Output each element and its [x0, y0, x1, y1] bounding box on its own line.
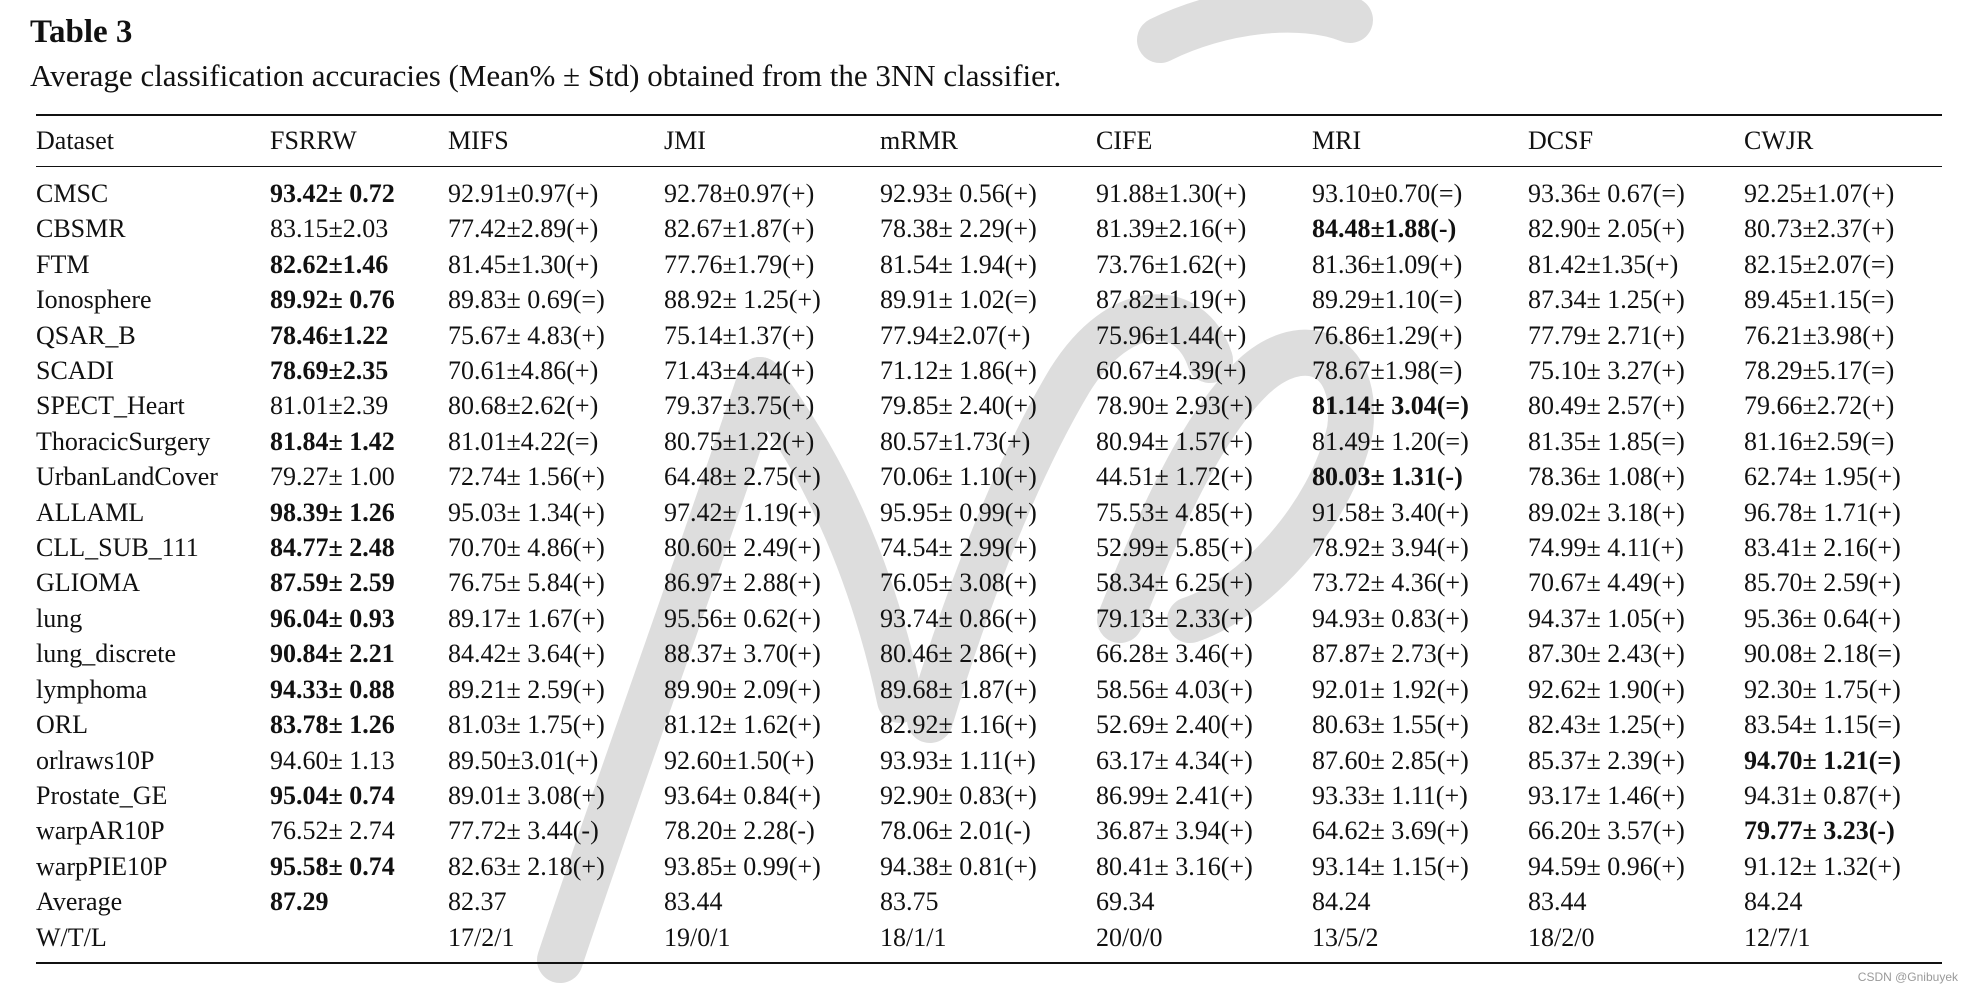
accuracy-cell: 93.36± 0.67(=) — [1528, 179, 1685, 208]
dataset-name-cell: ORL — [36, 710, 88, 740]
accuracy-cell: 95.58± 0.74 — [270, 851, 395, 881]
accuracy-cell: 64.48± 2.75(+) — [664, 462, 821, 492]
accuracy-cell: 83.54± 1.15(=) — [1744, 710, 1901, 740]
dataset-name-cell: orlraws10P — [36, 745, 155, 775]
accuracy-cell: 84.42± 3.64(+) — [448, 639, 605, 669]
table-row — [36, 920, 1946, 955]
accuracy-cell: 62.74± 1.95(+) — [1744, 462, 1901, 492]
dataset-name-cell: Ionosphere — [36, 285, 152, 315]
accuracy-cell: 92.30± 1.75(+) — [1744, 674, 1901, 704]
accuracy-cell: 19/0/1 — [664, 922, 731, 952]
accuracy-cell: 83.15±2.03 — [270, 214, 389, 244]
accuracy-cell: 96.78± 1.71(+) — [1744, 497, 1901, 527]
column-header: mRMR — [880, 126, 959, 155]
accuracy-cell: 80.73±2.37(+) — [1744, 214, 1895, 244]
accuracy-cell: 81.39±2.16(+) — [1096, 214, 1247, 244]
dataset-name-cell: ThoracicSurgery — [36, 426, 211, 456]
accuracy-cell: 92.78±0.97(+) — [664, 179, 815, 208]
accuracy-cell: 80.41± 3.16(+) — [1096, 851, 1253, 881]
accuracy-cell: 79.13± 2.33(+) — [1096, 603, 1253, 633]
dataset-name-cell: CMSC — [36, 179, 109, 208]
dataset-name-cell: warpPIE10P — [36, 851, 168, 881]
accuracy-cell: 79.77± 3.23(-) — [1744, 816, 1895, 846]
table-row — [36, 601, 1946, 636]
accuracy-cell: 89.91± 1.02(=) — [880, 285, 1037, 315]
accuracy-cell: 92.90± 0.83(+) — [880, 780, 1037, 810]
accuracy-cell: 87.59± 2.59 — [270, 568, 395, 598]
accuracy-cell: 77.79± 2.71(+) — [1528, 320, 1685, 350]
accuracy-cell: 92.01± 1.92(+) — [1312, 674, 1469, 704]
accuracy-cell: 75.53± 4.85(+) — [1096, 497, 1253, 527]
accuracy-cell: 87.82±1.19(+) — [1096, 285, 1247, 315]
accuracy-cell: 82.90± 2.05(+) — [1528, 214, 1685, 244]
accuracy-cell: 93.17± 1.46(+) — [1528, 780, 1685, 810]
dataset-name-cell: Average — [36, 887, 123, 917]
accuracy-cell: 71.12± 1.86(+) — [880, 356, 1037, 386]
accuracy-cell: 77.94±2.07(+) — [880, 320, 1031, 350]
accuracy-cell: 79.66±2.72(+) — [1744, 391, 1895, 421]
table-row — [36, 247, 1946, 282]
table-row — [36, 884, 1946, 919]
accuracy-cell: 80.68±2.62(+) — [448, 391, 599, 421]
accuracy-cell: 93.93± 1.11(+) — [880, 745, 1036, 775]
accuracy-cell: 87.30± 2.43(+) — [1528, 639, 1685, 669]
accuracy-cell: 89.50±3.01(+) — [448, 745, 599, 775]
table-row — [36, 388, 1946, 423]
accuracy-cell: 75.14±1.37(+) — [664, 320, 815, 350]
accuracy-cell: 94.60± 1.13 — [270, 745, 395, 775]
accuracy-cell: 94.33± 0.88 — [270, 674, 395, 704]
accuracy-cell: 94.70± 1.21(=) — [1744, 745, 1901, 775]
accuracy-cell: 94.37± 1.05(+) — [1528, 603, 1685, 633]
accuracy-cell: 93.42± 0.72 — [270, 179, 395, 208]
accuracy-cell: 82.63± 2.18(+) — [448, 851, 605, 881]
table-row — [36, 849, 1946, 884]
accuracy-cell: 92.25±1.07(+) — [1744, 179, 1895, 208]
dataset-name-cell: lung_discrete — [36, 639, 177, 669]
dataset-name-cell: lung — [36, 603, 83, 633]
table-title: Table 3 — [30, 14, 133, 50]
accuracy-cell: 80.57±1.73(+) — [880, 426, 1031, 456]
column-header: MIFS — [448, 126, 509, 155]
accuracy-cell: 74.54± 2.99(+) — [880, 533, 1037, 563]
accuracy-cell: 95.03± 1.34(+) — [448, 497, 605, 527]
column-header: MRI — [1312, 126, 1362, 155]
accuracy-cell: 87.87± 2.73(+) — [1312, 639, 1469, 669]
accuracy-cell: 93.10±0.70(=) — [1312, 179, 1463, 208]
accuracy-cell: 81.01±4.22(=) — [448, 426, 599, 456]
accuracy-cell: 89.01± 3.08(+) — [448, 780, 605, 810]
accuracy-cell: 76.05± 3.08(+) — [880, 568, 1037, 598]
accuracy-cell: 95.04± 0.74 — [270, 780, 395, 810]
dataset-name-cell: CLL_SUB_111 — [36, 533, 199, 563]
dataset-name-cell: ALLAML — [36, 497, 145, 527]
accuracy-cell: 77.42±2.89(+) — [448, 214, 599, 244]
accuracy-cell: 76.75± 5.84(+) — [448, 568, 605, 598]
accuracy-cell: 84.77± 2.48 — [270, 533, 395, 563]
accuracy-cell: 87.60± 2.85(+) — [1312, 745, 1469, 775]
accuracy-cell: 89.21± 2.59(+) — [448, 674, 605, 704]
column-header: CIFE — [1096, 126, 1153, 155]
accuracy-cell: 81.01±2.39 — [270, 391, 389, 421]
table-bottom-rule — [36, 962, 1942, 964]
accuracy-cell: 94.93± 0.83(+) — [1312, 603, 1469, 633]
accuracy-cell: 80.49± 2.57(+) — [1528, 391, 1685, 421]
accuracy-cell: 20/0/0 — [1096, 922, 1163, 952]
accuracy-cell: 76.86±1.29(+) — [1312, 320, 1463, 350]
table-row — [36, 707, 1946, 742]
accuracy-cell: 95.36± 0.64(+) — [1744, 603, 1901, 633]
dataset-name-cell: QSAR_B — [36, 320, 136, 350]
accuracy-cell: 78.36± 1.08(+) — [1528, 462, 1685, 492]
accuracy-cell: 92.62± 1.90(+) — [1528, 674, 1685, 704]
accuracy-cell: 79.37±3.75(+) — [664, 391, 815, 421]
table-row — [36, 565, 1946, 600]
accuracy-cell: 66.28± 3.46(+) — [1096, 639, 1253, 669]
dataset-name-cell: SPECT_Heart — [36, 391, 185, 421]
accuracy-cell: 73.72± 4.36(+) — [1312, 568, 1469, 598]
accuracy-cell: 81.16±2.59(=) — [1744, 426, 1895, 456]
table-row — [36, 530, 1946, 565]
accuracy-cell: 89.90± 2.09(+) — [664, 674, 821, 704]
accuracy-cell: 81.45±1.30(+) — [448, 249, 599, 279]
accuracy-cell: 82.62±1.46 — [270, 249, 389, 279]
accuracy-cell: 86.99± 2.41(+) — [1096, 780, 1253, 810]
accuracy-cell: 83.75 — [880, 887, 939, 917]
accuracy-cell: 87.34± 1.25(+) — [1528, 285, 1685, 315]
column-header: Dataset — [36, 126, 114, 155]
accuracy-cell: 87.29 — [270, 887, 329, 917]
table-row — [36, 176, 1946, 211]
accuracy-cell: 89.83± 0.69(=) — [448, 285, 605, 315]
accuracy-cell: 70.61±4.86(+) — [448, 356, 599, 386]
accuracy-cell: 88.37± 3.70(+) — [664, 639, 821, 669]
dataset-name-cell: GLIOMA — [36, 568, 140, 598]
dataset-name-cell: CBSMR — [36, 214, 126, 244]
accuracy-cell: 81.35± 1.85(=) — [1528, 426, 1685, 456]
accuracy-cell: 80.03± 1.31(-) — [1312, 462, 1463, 492]
column-header: DCSF — [1528, 126, 1594, 155]
accuracy-cell: 77.72± 3.44(-) — [448, 816, 599, 846]
accuracy-cell: 94.59± 0.96(+) — [1528, 851, 1685, 881]
accuracy-cell: 93.14± 1.15(+) — [1312, 851, 1469, 881]
accuracy-cell: 58.56± 4.03(+) — [1096, 674, 1253, 704]
header-gap — [36, 166, 1946, 176]
accuracy-cell: 85.70± 2.59(+) — [1744, 568, 1901, 598]
accuracy-cell: 75.67± 4.83(+) — [448, 320, 605, 350]
accuracy-cell: 12/7/1 — [1744, 922, 1811, 952]
accuracy-cell: 77.76±1.79(+) — [664, 249, 815, 279]
accuracy-cell: 83.78± 1.26 — [270, 710, 395, 740]
accuracy-cell: 91.12± 1.32(+) — [1744, 851, 1901, 881]
accuracy-cell: 52.69± 2.40(+) — [1096, 710, 1253, 740]
accuracy-cell: 89.45±1.15(=) — [1744, 285, 1895, 315]
accuracy-cell: 81.42±1.35(+) — [1528, 249, 1679, 279]
dataset-name-cell: Prostate_GE — [36, 780, 168, 810]
accuracy-cell: 96.04± 0.93 — [270, 603, 395, 633]
dataset-name-cell: lymphoma — [36, 674, 148, 704]
accuracy-cell: 82.92± 1.16(+) — [880, 710, 1037, 740]
accuracy-cell: 75.10± 3.27(+) — [1528, 356, 1685, 386]
dataset-name-cell: UrbanLandCover — [36, 462, 218, 492]
column-header: JMI — [664, 126, 706, 155]
dataset-name-cell: warpAR10P — [36, 816, 165, 846]
accuracy-cell: 73.76±1.62(+) — [1096, 249, 1247, 279]
accuracy-cell: 84.24 — [1744, 887, 1803, 917]
accuracy-cell: 36.87± 3.94(+) — [1096, 816, 1253, 846]
accuracy-cell: 89.92± 0.76 — [270, 285, 395, 315]
accuracy-cell: 91.88±1.30(+) — [1096, 179, 1247, 208]
table-row — [36, 636, 1946, 671]
accuracy-cell: 94.31± 0.87(+) — [1744, 780, 1901, 810]
accuracy-cell: 83.44 — [664, 887, 723, 917]
accuracy-cell: 93.85± 0.99(+) — [664, 851, 821, 881]
accuracy-cell: 60.67±4.39(+) — [1096, 356, 1247, 386]
accuracy-cell: 80.94± 1.57(+) — [1096, 426, 1253, 456]
accuracy-cell: 88.92± 1.25(+) — [664, 285, 821, 315]
accuracy-cell: 98.39± 1.26 — [270, 497, 395, 527]
accuracy-cell: 79.85± 2.40(+) — [880, 391, 1037, 421]
accuracy-cell: 78.69±2.35 — [270, 356, 389, 386]
table-header-row — [36, 116, 1946, 166]
accuracy-cell: 81.36±1.09(+) — [1312, 249, 1463, 279]
table-body — [36, 166, 1946, 955]
accuracy-cell: 89.02± 3.18(+) — [1528, 497, 1685, 527]
accuracy-cell: 78.20± 2.28(-) — [664, 816, 815, 846]
accuracy-cell: 74.99± 4.11(+) — [1528, 533, 1684, 563]
table-row — [36, 778, 1946, 813]
accuracy-cell: 93.33± 1.11(+) — [1312, 780, 1468, 810]
table-row — [36, 813, 1946, 848]
accuracy-cell: 92.60±1.50(+) — [664, 745, 815, 775]
accuracy-cell: 94.38± 0.81(+) — [880, 851, 1037, 881]
accuracy-cell: 70.67± 4.49(+) — [1528, 568, 1685, 598]
accuracy-cell: 63.17± 4.34(+) — [1096, 745, 1253, 775]
accuracy-cell: 89.17± 1.67(+) — [448, 603, 605, 633]
accuracy-cell: 86.97± 2.88(+) — [664, 568, 821, 598]
accuracy-cell: 76.52± 2.74 — [270, 816, 395, 846]
accuracy-cell: 78.92± 3.94(+) — [1312, 533, 1469, 563]
accuracy-cell: 79.27± 1.00 — [270, 462, 395, 492]
accuracy-cell: 82.43± 1.25(+) — [1528, 710, 1685, 740]
accuracy-cell: 80.75±1.22(+) — [664, 426, 815, 456]
accuracy-cell: 81.49± 1.20(=) — [1312, 426, 1469, 456]
accuracy-cell: 78.46±1.22 — [270, 320, 389, 350]
accuracy-cell — [270, 920, 448, 955]
accuracy-cell: 13/5/2 — [1312, 922, 1379, 952]
dataset-name-cell: FTM — [36, 249, 90, 279]
accuracy-cell: 93.64± 0.84(+) — [664, 780, 821, 810]
accuracy-cell: 78.06± 2.01(-) — [880, 816, 1031, 846]
accuracy-cell: 82.67±1.87(+) — [664, 214, 815, 244]
column-header: CWJR — [1744, 126, 1814, 155]
table-row — [36, 211, 1946, 246]
dataset-name-cell: SCADI — [36, 356, 115, 386]
accuracy-cell: 89.68± 1.87(+) — [880, 674, 1037, 704]
results-table — [36, 116, 1946, 955]
table-row — [36, 424, 1946, 459]
table-row — [36, 318, 1946, 353]
accuracy-cell: 75.96±1.44(+) — [1096, 320, 1247, 350]
accuracy-cell: 80.46± 2.86(+) — [880, 639, 1037, 669]
accuracy-cell: 82.37 — [448, 887, 507, 917]
accuracy-cell: 80.63± 1.55(+) — [1312, 710, 1469, 740]
accuracy-cell: 81.84± 1.42 — [270, 426, 395, 456]
table-row — [36, 282, 1946, 317]
accuracy-cell: 81.14± 3.04(=) — [1312, 391, 1469, 421]
accuracy-cell: 78.38± 2.29(+) — [880, 214, 1037, 244]
accuracy-cell: 18/1/1 — [880, 922, 947, 952]
accuracy-cell: 91.58± 3.40(+) — [1312, 497, 1469, 527]
table-row — [36, 459, 1946, 494]
accuracy-cell: 89.29±1.10(=) — [1312, 285, 1463, 315]
accuracy-cell: 85.37± 2.39(+) — [1528, 745, 1685, 775]
source-credit: CSDN @Gnibuyek — [1857, 970, 1958, 984]
accuracy-cell: 81.03± 1.75(+) — [448, 710, 605, 740]
accuracy-cell: 64.62± 3.69(+) — [1312, 816, 1469, 846]
accuracy-cell: 93.74± 0.86(+) — [880, 603, 1037, 633]
table-caption: Average classification accuracies (Mean% ± Std) obtained from the 3NN classifier. — [30, 58, 1062, 93]
accuracy-cell: 71.43±4.44(+) — [664, 356, 815, 386]
accuracy-cell: 95.95± 0.99(+) — [880, 497, 1037, 527]
accuracy-cell: 82.15±2.07(=) — [1744, 249, 1895, 279]
accuracy-cell: 17/2/1 — [448, 922, 515, 952]
accuracy-cell: 52.99± 5.85(+) — [1096, 533, 1253, 563]
accuracy-cell: 83.41± 2.16(+) — [1744, 533, 1901, 563]
accuracy-cell: 44.51± 1.72(+) — [1096, 462, 1253, 492]
accuracy-cell: 58.34± 6.25(+) — [1096, 568, 1253, 598]
accuracy-cell: 78.29±5.17(=) — [1744, 356, 1895, 386]
table-row — [36, 743, 1946, 778]
accuracy-cell: 92.93± 0.56(+) — [880, 179, 1037, 208]
accuracy-cell: 78.90± 2.93(+) — [1096, 391, 1253, 421]
accuracy-cell: 97.42± 1.19(+) — [664, 497, 821, 527]
accuracy-cell: 95.56± 0.62(+) — [664, 603, 821, 633]
accuracy-cell: 90.08± 2.18(=) — [1744, 639, 1901, 669]
accuracy-cell: 66.20± 3.57(+) — [1528, 816, 1685, 846]
accuracy-cell: 81.12± 1.62(+) — [664, 710, 821, 740]
accuracy-cell: 70.06± 1.10(+) — [880, 462, 1037, 492]
accuracy-cell: 69.34 — [1096, 887, 1155, 917]
accuracy-cell: 90.84± 2.21 — [270, 639, 395, 669]
accuracy-cell: 72.74± 1.56(+) — [448, 462, 605, 492]
accuracy-cell: 84.48±1.88(-) — [1312, 214, 1457, 244]
accuracy-cell: 70.70± 4.86(+) — [448, 533, 605, 563]
accuracy-cell: 80.60± 2.49(+) — [664, 533, 821, 563]
column-header: FSRRW — [270, 126, 357, 155]
accuracy-cell: 76.21±3.98(+) — [1744, 320, 1895, 350]
table-row — [36, 672, 1946, 707]
accuracy-cell: 18/2/0 — [1528, 922, 1595, 952]
accuracy-cell: 92.91±0.97(+) — [448, 179, 599, 208]
accuracy-cell: 81.54± 1.94(+) — [880, 249, 1037, 279]
dataset-name-cell: W/T/L — [36, 922, 107, 952]
accuracy-cell: 84.24 — [1312, 887, 1371, 917]
table-row — [36, 353, 1946, 388]
table-row — [36, 495, 1946, 530]
accuracy-cell: 83.44 — [1528, 887, 1587, 917]
accuracy-cell: 78.67±1.98(=) — [1312, 356, 1463, 386]
